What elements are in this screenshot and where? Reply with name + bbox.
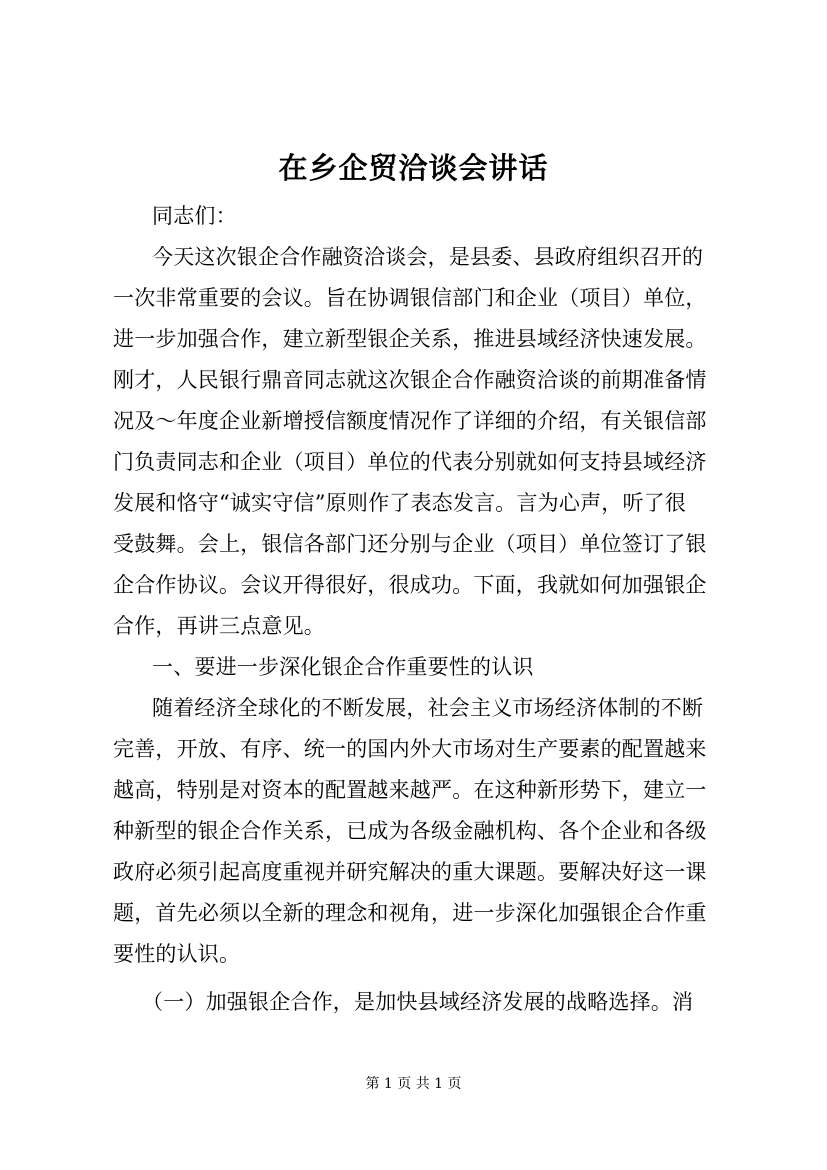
subsection-line: （一）加强银企合作，是加快县域经济发展的战略选择。消	[142, 990, 694, 1014]
paragraph-line: 今天这次银企合作融资洽谈会，是县委、县政府组织召开的	[152, 245, 704, 269]
paragraph-line: 种新型的银企合作关系，已成为各级金融机构、各个企业和各级	[113, 819, 707, 843]
paragraph-line: 合作，再讲三点意见。	[113, 614, 325, 638]
paragraph-line: 进一步加强合作，建立新型银企关系，推进县域经济快速发展。	[113, 327, 707, 351]
paragraph-line: 企合作协议。会议开得很好，很成功。下面，我就如何加强银企	[113, 573, 707, 597]
paragraph-line: 题，首先必须以全新的理念和视角，进一步深化加强银企合作重	[113, 901, 707, 925]
paragraph-line: 受鼓舞。会上，银信各部门还分别与企业（项目）单位签订了银	[113, 532, 707, 556]
paragraph-line: 随着经济全球化的不断发展，社会主义市场经济体制的不断	[152, 696, 704, 720]
paragraph-line: 一次非常重要的会议。旨在协调银信部门和企业（项目）单位，	[113, 286, 707, 310]
paragraph-line: 要性的认识。	[113, 942, 241, 966]
page-number-footer: 第 1 页 共 1 页	[365, 1076, 462, 1092]
paragraph-line: 发展和恪守“诚实守信”原则作了表态发言。言为心声，听了很	[113, 491, 687, 515]
salutation-line: 同志们：	[152, 204, 237, 228]
paragraph-line: 政府必须引起高度重视并研究解决的重大课题。要解决好这一课	[113, 860, 707, 884]
paragraph-line: 完善，开放、有序、统一的国内外大市场对生产要素的配置越来	[113, 737, 707, 761]
paragraph-line: 越高，特别是对资本的配置越来越严。在这种新形势下，建立一	[113, 778, 707, 802]
paragraph-line: 况及～年度企业新增授信额度情况作了详细的介绍，有关银信部	[113, 409, 707, 433]
section-heading: 一、要进一步深化银企合作重要性的认识	[152, 655, 534, 679]
paragraph-line: 门负责同志和企业（项目）单位的代表分别就如何支持县域经济	[113, 450, 707, 474]
paragraph-line: 刚才，人民银行鼎音同志就这次银企合作融资洽谈的前期准备情	[113, 368, 707, 392]
document-title: 在乡企贸洽谈会讲话	[278, 151, 549, 185]
